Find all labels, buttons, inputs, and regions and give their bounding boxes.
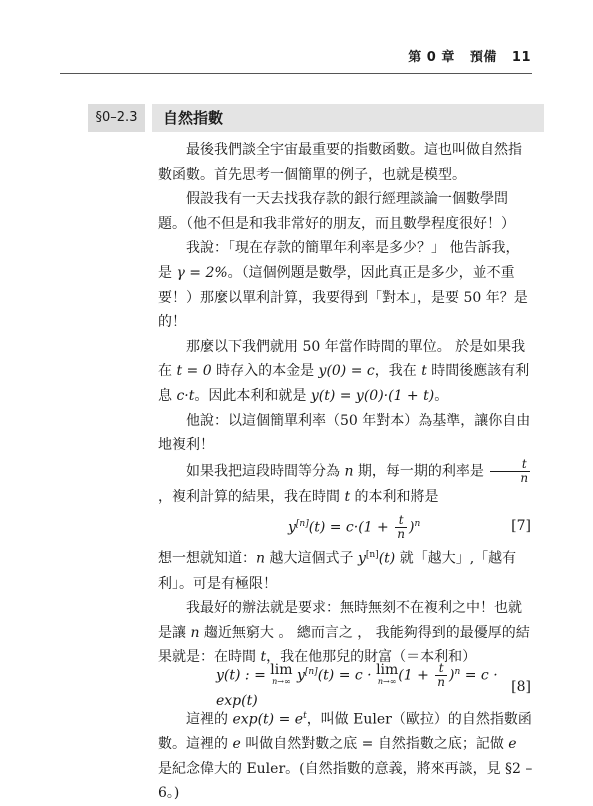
section-number: §0–2.3 <box>88 104 145 132</box>
paragraph-3: 我說：「現在存款的簡單年利率是多少？」 他告訴我，是 γ = 2%。（這個例題是數學，因此真正是多少，並不重要！）那麼以單利計算，我要得到「對本」，是要 50 年？是的！ <box>158 240 528 331</box>
chapter-label: 第 0 章 <box>408 50 455 65</box>
paragraph-9: 這裡的 $\exp(t) = e^t$，叫做 Euler（歐拉）的自然指數函數。這裡的 e 叫做自然對數之底 = 自然指數之底；記做 e 是紀念偉大的 Euler。(自然指數的意義，將來再談，見 §2 – 6。) <box>158 710 533 802</box>
running-header <box>398 46 531 65</box>
section-title: 自然指數 <box>163 109 224 127</box>
body-text <box>158 138 533 806</box>
paragraph-8: 我最好的辦法就是要求：無時無刻不在複利之中！也就是讓 n 趨近無窮大 。 總而言之 ， 我能夠得到的最優厚的結果就是：在時間 t，我在他那兒的財富（＝本利和） <box>158 600 530 666</box>
paragraph-7: 想一想就知道：n 越大這個式子 y[n](t) 就「越大」,「越有利」。可是有極限！ <box>158 550 517 592</box>
chapter-title: 預備 <box>469 50 497 65</box>
equation-number-7: [7] <box>511 518 531 535</box>
paragraph-2: 假設我有一天去找我存款的銀行經理談論一個數學問題。（他不但是和我非常好的朋友，而且數學程度很好！） <box>158 191 515 232</box>
paragraph-1: 最後我們談全宇宙最重要的指數函數。這也叫做自然指數函數。首先思考一個簡單的例子，也就是模型。 <box>158 142 522 183</box>
paragraph-6: 如果我把這段時間等分為 n 期，每一期的利率是 $\frac{t}{n}$ ，複利計算的結果，我在時間 t 的本利和將是 <box>158 456 529 505</box>
page-number: 11 <box>511 50 531 65</box>
paragraph-5: 他說：以這個簡單利率（50 年對本）為基準，讓你自由地複利！ <box>158 412 531 454</box>
header-rule <box>60 73 532 74</box>
equation-7: y[n](t) = c·(1 + $\frac{t}{n}$ )$^n$ [7] <box>288 512 531 541</box>
paragraph-4: 那麼以下我們就用 50 年當作時間的單位。 於是如果我在 t = 0 時存入的本金是 y(0) = c，我在 t 時間後應該有利息 c·t。因此本利和就是 y(t) = y(0)·(1 + t)。 <box>158 338 530 404</box>
equation-8: y(t) : = lim n→∞ y[n](t) = c · lim n→∞ (1 + $\frac{t}{n}$ )$^n$ = c · exp(t) [8] <box>216 661 531 710</box>
equation-number-8: [8] <box>511 678 531 695</box>
